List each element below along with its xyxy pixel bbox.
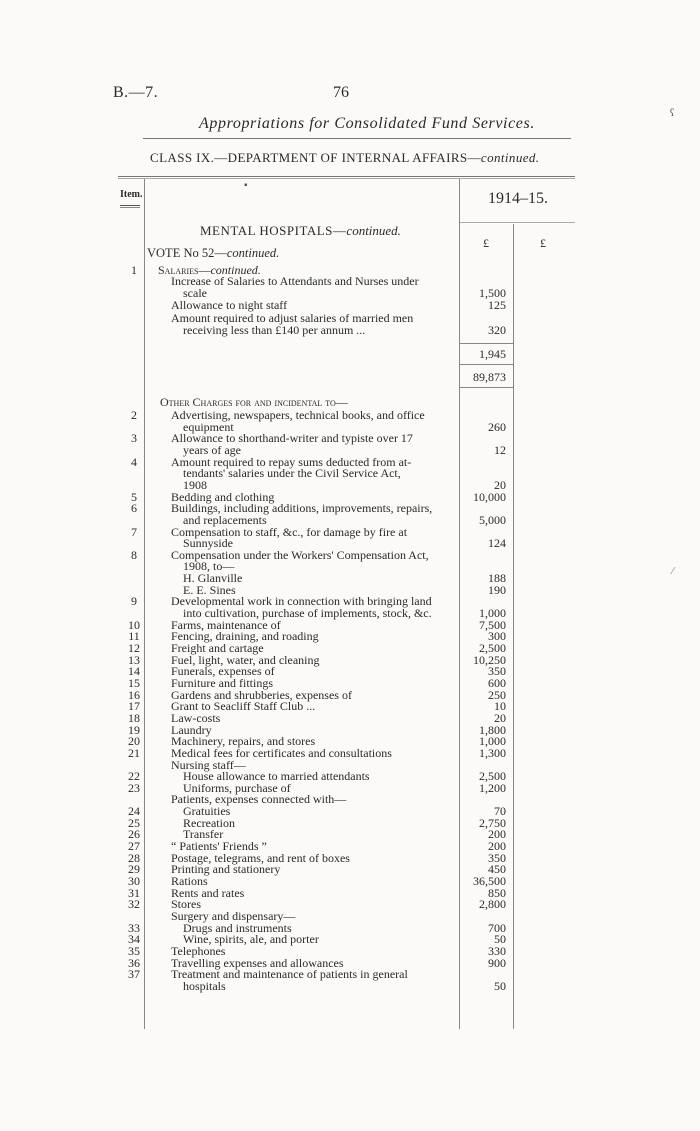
- salaries-line-text: Allowance to night staff: [171, 298, 288, 312]
- section-title-text: MENTAL HOSPITALS—: [200, 223, 347, 238]
- charge-description: years of age: [183, 443, 241, 457]
- item-column-header: Item.: [120, 189, 143, 200]
- subtotal-rule-bottom: [460, 364, 513, 365]
- item-number: 32: [128, 897, 140, 911]
- charge-description: Telephones: [171, 944, 226, 958]
- charge-description: E. E. Sines: [183, 583, 236, 597]
- item-number: 15: [128, 676, 140, 690]
- page-title: Appropriations for Consolidated Fund Services.: [199, 115, 535, 132]
- charge-description: Recreation: [183, 816, 235, 830]
- charge-amount: 330: [488, 944, 506, 958]
- charge-description: 1908, to—: [183, 559, 235, 573]
- item-number: 33: [128, 921, 140, 935]
- title-rule: [143, 138, 571, 139]
- charge-description: Furniture and fittings: [171, 676, 273, 690]
- charge-amount: 1,300: [479, 746, 506, 760]
- year-header-rule: [460, 222, 575, 223]
- item-number: 7: [131, 525, 137, 539]
- charge-description: Drugs and instruments: [183, 921, 292, 935]
- charge-amount: 70: [494, 804, 506, 818]
- charge-description: Funerals, expenses of: [171, 664, 275, 678]
- item-number: 10: [128, 618, 140, 632]
- charge-description: Developmental work in connection with bringing land: [171, 594, 432, 608]
- salaries-item-number: 1: [131, 263, 137, 277]
- item-number: 36: [128, 956, 140, 970]
- item-number: 22: [128, 769, 140, 783]
- item-number: 9: [131, 594, 137, 608]
- charge-description: Nursing staff—: [171, 758, 246, 772]
- print-mark: ▪: [244, 180, 248, 191]
- charge-amount: 2,750: [479, 816, 506, 830]
- charge-amount: 1,000: [479, 734, 506, 748]
- charge-amount: 36,500: [473, 874, 506, 888]
- item-header-rule-2: [120, 207, 140, 208]
- charge-description: Compensation to staff, &c., for damage by fire at: [171, 525, 408, 539]
- salaries-line-text: Amount required to adjust salaries of married men: [171, 311, 414, 325]
- item-number: 28: [128, 851, 140, 865]
- item-number: 18: [128, 711, 140, 725]
- salaries-line-amount: 125: [488, 298, 506, 312]
- charge-amount: 200: [488, 827, 506, 841]
- item-number: 8: [131, 548, 137, 562]
- salaries-line-text: receiving less than £140 per annum ...: [183, 323, 366, 337]
- charge-description: Grant to Seacliff Staff Club ...: [171, 699, 316, 713]
- charge-amount: 50: [494, 979, 506, 993]
- charge-description: Medical fees for certificates and consultations: [171, 746, 392, 760]
- currency-symbol-2: £: [540, 236, 546, 250]
- charge-amount: 1,000: [479, 606, 506, 620]
- charge-description: Allowance to shorthand-writer and typiste over 17: [171, 431, 413, 445]
- vote-heading-text: VOTE No 52—: [147, 246, 227, 260]
- item-number: 13: [128, 653, 140, 667]
- charge-description: Travelling expenses and allowances: [171, 956, 344, 970]
- charge-description: Wine, spirits, ale, and porter: [183, 932, 319, 946]
- item-number: 30: [128, 874, 140, 888]
- item-number: 19: [128, 723, 140, 737]
- charge-description: Stores: [171, 897, 201, 911]
- document-reference: B.—7.: [113, 84, 159, 101]
- charge-amount: 300: [488, 629, 506, 643]
- item-number: 4: [131, 455, 137, 469]
- charge-amount: 50: [494, 932, 506, 946]
- charge-amount: 700: [488, 921, 506, 935]
- charge-amount: 2,500: [479, 641, 506, 655]
- charge-description: Printing and stationery: [171, 862, 281, 876]
- vote-heading-suffix: continued.: [226, 246, 280, 260]
- item-header-rule: [120, 205, 140, 206]
- charge-description: Treatment and maintenance of patients in general: [171, 967, 408, 981]
- year-column-header: 1914–15.: [488, 190, 548, 207]
- table-top-rule-2: [118, 178, 575, 179]
- item-number: 5: [131, 490, 137, 504]
- section-title: [200, 223, 401, 239]
- charge-description: Law-costs: [171, 711, 221, 725]
- item-number: 26: [128, 827, 140, 841]
- charge-description: House allowance to married attendants: [183, 769, 370, 783]
- charge-amount: 124: [488, 536, 506, 550]
- charge-description: Fuel, light, water, and cleaning: [171, 653, 320, 667]
- charge-amount: 10: [494, 699, 506, 713]
- charge-amount: 600: [488, 676, 506, 690]
- class-heading-text: CLASS IX.—DEPARTMENT OF INTERNAL AFFAIRS—: [150, 150, 481, 165]
- charge-description: tendants' salaries under the Civil Service Act,: [183, 466, 401, 480]
- charge-description: Sunnyside: [183, 536, 234, 550]
- item-number: 6: [131, 501, 137, 515]
- item-number: 25: [128, 816, 140, 830]
- item-number: 21: [128, 746, 140, 760]
- item-number: 23: [128, 781, 140, 795]
- item-number: 14: [128, 664, 140, 678]
- charge-description: Gratuities: [183, 804, 231, 818]
- charge-description: Rations: [171, 874, 208, 888]
- charge-description: Advertising, newspapers, technical books, and office: [171, 408, 425, 422]
- charge-amount: 20: [494, 711, 506, 725]
- charge-amount: 1,800: [479, 723, 506, 737]
- charge-description: and replacements: [183, 513, 267, 527]
- salaries-heading-suffix: continued.: [210, 263, 261, 277]
- charge-description: into cultivation, purchase of implements, stock, &c.: [183, 606, 432, 620]
- class-heading-suffix: continued.: [480, 150, 540, 165]
- charge-description: Laundry: [171, 723, 212, 737]
- charge-description: Uniforms, purchase of: [183, 781, 291, 795]
- charge-amount: 2,500: [479, 769, 506, 783]
- charge-description: Patients, expenses connected with—: [171, 792, 347, 806]
- charge-description: Machinery, repairs, and stores: [171, 734, 316, 748]
- charge-description: Compensation under the Workers' Compensation Act,: [171, 548, 429, 562]
- charge-description: Freight and cartage: [171, 641, 264, 655]
- charge-description: Bedding and clothing: [171, 490, 275, 504]
- item-number: 3: [131, 431, 137, 445]
- charge-description: “ Patients' Friends ”: [171, 839, 267, 853]
- charge-amount: 190: [488, 583, 506, 597]
- item-number: 20: [128, 734, 140, 748]
- subtotal-rule-top: [460, 343, 513, 344]
- charge-amount: 7,500: [479, 618, 506, 632]
- charge-amount: 200: [488, 839, 506, 853]
- item-number: 16: [128, 688, 140, 702]
- charge-amount: 900: [488, 956, 506, 970]
- item-number: 29: [128, 862, 140, 876]
- item-number: 34: [128, 932, 140, 946]
- charge-description: Postage, telegrams, and rent of boxes: [171, 851, 350, 865]
- item-number: 17: [128, 699, 140, 713]
- salaries-heading-text: Salaries—: [158, 263, 211, 277]
- charge-amount: 850: [488, 886, 506, 900]
- item-number: 37: [128, 967, 140, 981]
- charge-amount: 20: [494, 478, 506, 492]
- class-heading: [150, 150, 539, 166]
- charge-amount: 188: [488, 571, 506, 585]
- charge-description: Gardens and shrubberies, expenses of: [171, 688, 352, 702]
- pound-column-divider: [513, 224, 514, 1029]
- page-number: 76: [333, 84, 349, 101]
- item-number: 35: [128, 944, 140, 958]
- charge-amount: 2,800: [479, 897, 506, 911]
- margin-mark: ʕ: [670, 108, 675, 119]
- charge-amount: 450: [488, 862, 506, 876]
- item-number: 12: [128, 641, 140, 655]
- charge-description: equipment: [183, 420, 234, 434]
- charge-amount: 260: [488, 420, 506, 434]
- charge-description: Fencing, draining, and roading: [171, 629, 319, 643]
- total-rule: [460, 387, 513, 388]
- charge-amount: 5,000: [479, 513, 506, 527]
- currency-symbol-1: £: [483, 236, 489, 250]
- charge-amount: 350: [488, 664, 506, 678]
- salaries-line-amount: 1,500: [479, 286, 506, 300]
- charge-description: Buildings, including additions, improvements, repairs,: [171, 501, 433, 515]
- charge-amount: 250: [488, 688, 506, 702]
- item-number: 11: [128, 629, 140, 643]
- charge-amount: 12: [494, 443, 506, 457]
- item-number: 2: [131, 408, 137, 422]
- carried-total: 89,873: [473, 370, 506, 384]
- charge-description: Farms, maintenance of: [171, 618, 281, 632]
- item-number: 31: [128, 886, 140, 900]
- margin-mark: ⁄: [672, 566, 674, 577]
- other-charges-heading: Other Charges for and incidental to—: [160, 395, 348, 409]
- salaries-line-amount: 320: [488, 323, 506, 337]
- charge-description: H. Glanville: [183, 571, 243, 585]
- charge-amount: 10,000: [473, 490, 506, 504]
- salaries-line-text: Increase of Salaries to Attendants and Nurses under: [171, 274, 419, 288]
- charge-amount: 1,200: [479, 781, 506, 795]
- charge-description: Transfer: [183, 827, 224, 841]
- charge-amount: 350: [488, 851, 506, 865]
- charge-description: Amount required to repay sums deducted from at-: [171, 455, 412, 469]
- salaries-subtotal: 1,945: [479, 347, 506, 361]
- charge-description: Rents and rates: [171, 886, 245, 900]
- vote-heading: [147, 246, 279, 261]
- charge-description: hospitals: [183, 979, 226, 993]
- charge-description: Surgery and dispensary—: [171, 909, 296, 923]
- item-number: 24: [128, 804, 140, 818]
- item-number: 27: [128, 839, 140, 853]
- section-title-suffix: continued.: [346, 223, 401, 238]
- charge-description: 1908: [183, 478, 207, 492]
- table-top-rule: [118, 176, 575, 177]
- salaries-line-text: scale: [183, 286, 207, 300]
- charge-amount: 10,250: [473, 653, 506, 667]
